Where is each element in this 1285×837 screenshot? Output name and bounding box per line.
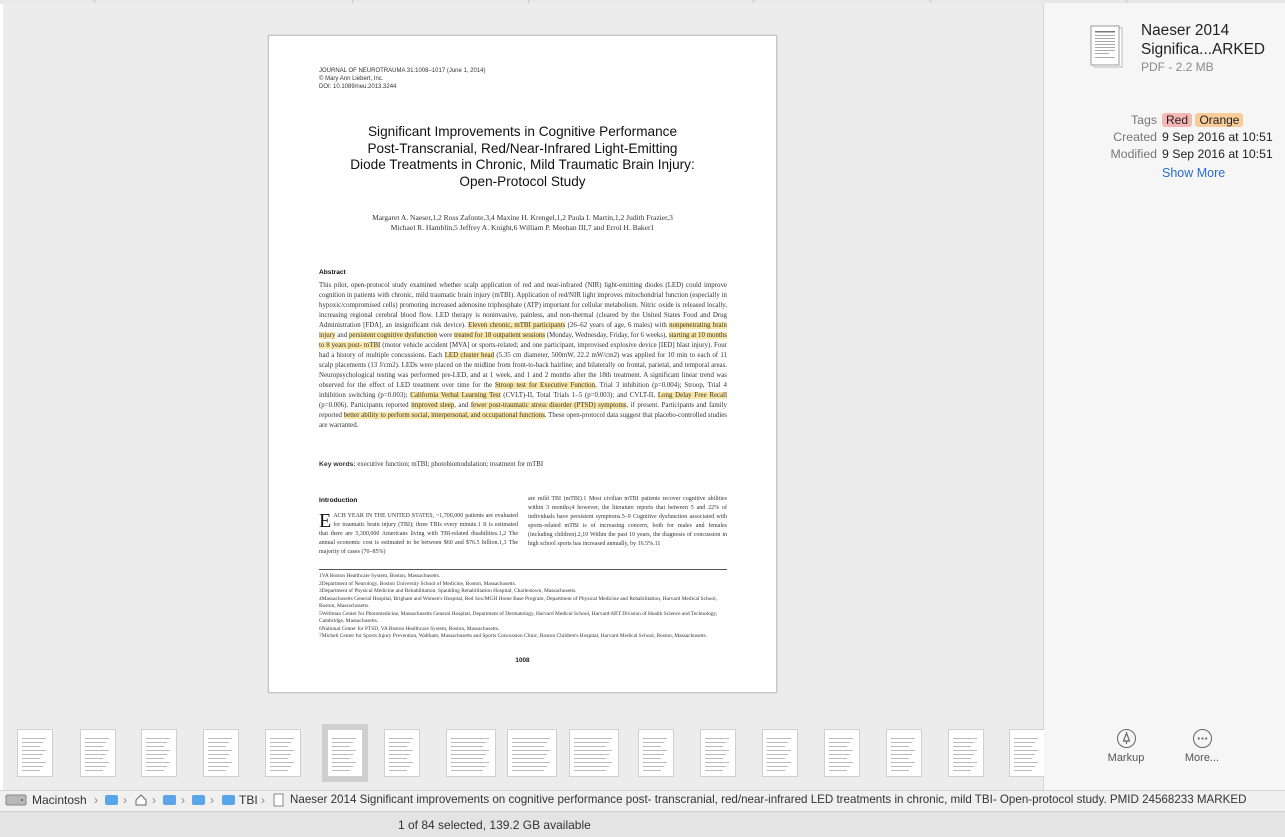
intro-column-right: are mild TBI (mTBI).1 Most civilian mTBI patients recover cognitive abilities within 3 months;4 however, the literature reports that between 5 and 22% of individuals have persistent symptoms.5–9 Cognitive dysfunction associated with sports-related mTBI is of increasing concern, both for males and females (including children).2,10 Within the past 10 years, the diagnosis of concussion in high school sports has increased annually, by 16.5%.11	[528, 496, 727, 547]
file-name: Naeser 2014 Significa...ARKED	[1141, 22, 1266, 58]
page-thumbnail[interactable]	[203, 729, 239, 777]
ellipsis-icon	[1193, 729, 1212, 748]
tags-label: Tags	[1131, 113, 1157, 127]
page-thumbnail[interactable]	[507, 729, 557, 777]
status-bar	[0, 811, 1285, 837]
info-inspector	[1044, 3, 1285, 790]
page-thumbnail[interactable]	[80, 729, 116, 777]
title-line: Post-Transcranial, Red/Near-Infrared Light-Emitting	[367, 140, 678, 156]
pdf-document-icon	[1090, 25, 1124, 69]
page-thumbnail[interactable]	[17, 729, 53, 777]
path-folder[interactable]: TBI	[239, 793, 258, 807]
highlight: Eleven chronic, mTBI participants	[468, 322, 566, 329]
keywords: Key words: executive function; mTBI; photobiomodulation; treatment for mTBI	[319, 461, 544, 468]
page-number: 1008	[515, 657, 530, 664]
highlight: Long Delay Free Recall	[657, 392, 728, 399]
pdf-file-icon	[273, 793, 284, 810]
introduction-heading: Introduction	[319, 497, 358, 504]
tag-orange[interactable]: Orange	[1195, 113, 1243, 127]
intro-column-left: EACH YEAR IN THE UNITED STATES, ~1,700,000 patients are evaluated for traumatic brain injury (TBI); three TBIs every minute.1 It is estimated that there are 5,300,000 Americans living with TBI-related disabilities.1,2 The annual economic cost is estimated to be between $60 and $76.5 billion.1,3 The majority of cases (70–85%)	[319, 510, 518, 555]
journal-citation	[319, 67, 486, 91]
article-title	[299, 124, 746, 190]
page-thumbnail[interactable]	[824, 729, 860, 777]
highlight: nonpenetrating brain injury	[319, 322, 727, 339]
page-thumbnail[interactable]	[700, 729, 736, 777]
created-label: Created	[1113, 130, 1157, 144]
markup-label: Markup	[1107, 752, 1145, 764]
hard-disk-icon	[5, 793, 27, 810]
page-thumbnail[interactable]	[446, 729, 496, 777]
abstract-text: This pilot, open-protocol study examined whether scalp application of red and near-infrared (NIR) light-emitting diodes (LED) could improve cognition in patients with chronic, mild traumatic brain injury (mTBI). Application of red/NIR light improves mitochondrial function (especially in hypoxic/compromised cells) promoting increased adenosine triphosphate (ATP) important for cellular metabolism. Nitric oxide is released locally, increasing regional cerebral blood flow. LED therapy is noninvasive, painless, and non-thermal (cleared by the United States Food and Drug Administration [FDA], an insignificant risk device). Eleven chronic, mTBI participants (26–62 years of age, 6 males) with nonpenetrating brain injury and persistent cognitive dysfunction were treated for 18 outpatient sessions (Monday, Wednesday, Friday, for 6 weeks), starting at 10 months to 8 years post- mTBI (motor vehicle accident [MVA] or sports-related; and one participant, improvised explosive device [IED] blast injury). Four had a history of multiple concussions. Each LED cluster head (5.35 cm diameter, 500mW, 22.2 mW/cm2) was applied for 10 min to each of 11 scalp placements (13 J/cm2). LEDs were placed on the midline from front-to-back hairline; and bilaterally on frontal, parietal, and temporal areas. Neuropsychological testing was performed pre-LED, and at 1 week, and 1 and 2 months after the 18th treatment. A significant linear trend was observed for the effect of LED treatment over time for the Stroop test for Executive Function, Trial 3 inhibition (p=0.004); Stroop, Trial 4 inhibition switching (p=0.003); California Verbal Learning Test (CVLT)-II, Total Trials 1–5 (p=0.003); and CVLT-II, Long Delay Free Recall (p=0.006). Participants reported improved sleep, and fewer post-traumatic stress disorder (PTSD) symptoms, if present. Participants and family reported better ability to perform social, interpersonal, and occupational functions. These open-protocol data suggest that placebo-controlled studies are warranted.	[319, 282, 728, 429]
page-thumbnail[interactable]	[886, 729, 922, 777]
author-list	[299, 213, 746, 233]
drop-cap: E	[319, 510, 332, 532]
page-thumbnail[interactable]	[762, 729, 798, 777]
path-separator: ›	[181, 793, 185, 807]
page-thumbnail[interactable]	[1009, 729, 1045, 777]
highlight: fewer post-traumatic stress disorder (PTSD) symptoms	[470, 402, 627, 409]
quick-look-preview-pane	[3, 3, 1044, 790]
page-thumbnail[interactable]	[327, 729, 363, 777]
folder-icon[interactable]	[192, 795, 205, 805]
journal-line: DOI: 10.1089/neu.2013.3244	[319, 84, 397, 90]
highlight: better ability to perform social, interpersonal, and occupational functions	[343, 412, 545, 419]
markup-icon	[1117, 729, 1136, 748]
path-file[interactable]: Naeser 2014 Significant improvements on cognitive performance post- transcranial, red/near-infrared LED treatments in chronic, mild TBI- Open-protocol study. PMID 24568233 MARKED	[290, 793, 1247, 806]
highlight: persistent cognitive dysfunction	[348, 332, 438, 339]
page-thumbnail[interactable]	[265, 729, 301, 777]
abstract-heading: Abstract	[319, 269, 346, 276]
created-value: 9 Sep 2016 at 10:51	[1162, 130, 1273, 144]
markup-button[interactable]	[1102, 729, 1150, 764]
title-line: Diode Treatments in Chronic, Mild Traumatic Brain Injury:	[350, 157, 695, 173]
tag-red[interactable]: Red	[1162, 113, 1192, 127]
more-label: More...	[1184, 752, 1220, 764]
show-more-link[interactable]: Show More	[1162, 166, 1226, 180]
title-line: Open-Protocol Study	[459, 173, 586, 189]
path-separator: ›	[123, 793, 127, 807]
home-icon[interactable]	[134, 793, 148, 810]
page-thumbnail[interactable]	[638, 729, 674, 777]
highlight: starting at 10 months to 8 years post- mTBI	[319, 332, 727, 349]
highlight: treated for 18 outpatient sessions	[454, 332, 546, 339]
title-line: Significant Improvements in Cognitive Performance	[367, 124, 678, 139]
more-button[interactable]	[1178, 729, 1226, 764]
path-bar	[0, 790, 1285, 811]
folder-icon[interactable]	[163, 795, 176, 805]
authors-line: Margaret A. Naeser,1,2 Ross Zafonte,3,4 Maxine H. Krengel,1,2 Paula I. Martin,1,2 Judith Frazier,3	[372, 213, 673, 222]
highlight: California Verbal Learning Test	[410, 392, 501, 399]
highlight: improved sleep	[411, 402, 455, 409]
page-thumbnail[interactable]	[569, 729, 619, 777]
journal-line: JOURNAL OF NEUROTRAUMA 31:1008–1017 (June 1, 2014)	[319, 68, 486, 74]
path-separator: ›	[210, 793, 214, 807]
path-separator: ›	[94, 793, 98, 807]
page-thumbnail[interactable]	[141, 729, 177, 777]
folder-icon[interactable]	[105, 795, 118, 805]
file-kind-size: PDF - 2.2 MB	[1141, 60, 1214, 74]
path-disk[interactable]: Macintosh	[32, 793, 87, 807]
journal-line: © Mary Ann Liebert, Inc.	[319, 76, 384, 82]
status-text: 1 of 84 selected, 139.2 GB available	[398, 818, 591, 832]
page-thumbnail[interactable]	[948, 729, 984, 777]
pdf-page[interactable]	[268, 35, 777, 693]
modified-value: 9 Sep 2016 at 10:51	[1162, 147, 1273, 161]
page-thumbnail[interactable]	[384, 729, 420, 777]
highlight: LED cluster head	[444, 352, 495, 359]
footnote-divider	[319, 569, 727, 570]
folder-icon[interactable]	[222, 795, 235, 805]
modified-label: Modified	[1110, 147, 1157, 161]
highlight: Stroop test for Executive Function	[495, 382, 596, 389]
path-separator: ›	[261, 793, 265, 807]
path-separator: ›	[152, 793, 156, 807]
authors-line: Michael R. Hamblin,5 Jeffrey A. Knight,6 William P. Meehan III,7 and Errol H. Baker1	[390, 223, 655, 232]
affiliation-footnotes: 1VA Boston Healthcare System, Boston, Massachusetts. 2Department of Neurology, Boston University School of Medicine, Boston, Massachusetts. 3Department of Physical Medicine and Rehabilitation, Spaulding Rehabilitation Hospital, Charlestown, Massachusetts. 4Massachusetts General Hospital, Brigham and Women's Hospital, Red Sox/MGH Home Base Program, Department of Physical Medicine and Rehabilitation, Harvard Medical School, Boston, Massachusetts. 5Wellman Center for Photomedicine, Massachusetts General Hospital, Department of Dermatology, Harvard Medical School, Harvard-MIT Division of Health Science and Technology, Cambridge, Massachusetts. 6National Center for PTSD, VA Boston Healthcare System, Boston, Massachusetts. 7Micheli Center for Sports Injury Prevention, Waltham, Massachusetts and Sports Concussion Clinic, Boston Children's Hospital, Harvard Medical School, Boston, Massachusetts.	[319, 573, 718, 639]
